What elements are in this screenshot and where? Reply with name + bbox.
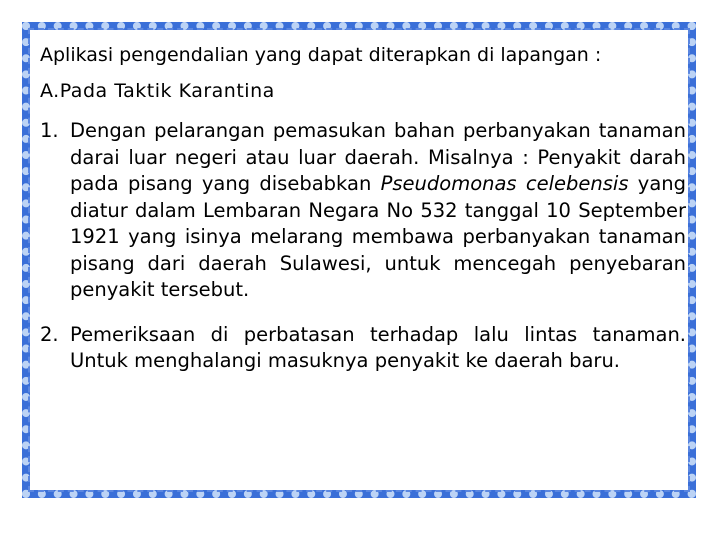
section-heading: A.Pada Taktik Karantina [40,80,275,102]
list-item [40,322,686,375]
list-item [40,118,686,304]
item-text-continued: yang diatur dalam Lembaran Negara No 532 tanggal 10 September 1921 yang isinya melarang membawa perbanyakan tanaman pisang dari daerah Sulawesi, untuk mencegah penyebaran penyakit tersebut. [70,172,687,301]
points-list [40,118,686,375]
item-number: 1. [40,119,59,142]
item-text: Dengan pelarangan pemasukan bahan perbanyakan tanaman darai luar negeri atau luar daerah. Misalnya : Penyakit darah pada pisang yang disebabkan [70,119,686,195]
intro-text: Aplikasi pengendalian yang dapat diterapkan di lapangan : [40,44,602,66]
slide-content [40,36,686,393]
slide-frame [22,22,696,498]
item-text: Pemeriksaan di perbatasan terhadap lalu lintas tanaman. Untuk menghalangi masuknya penyakit ke daerah baru. [70,322,686,372]
item-number: 2. [40,322,59,346]
item-italic-text: Pseudomonas celebensis [380,172,629,195]
